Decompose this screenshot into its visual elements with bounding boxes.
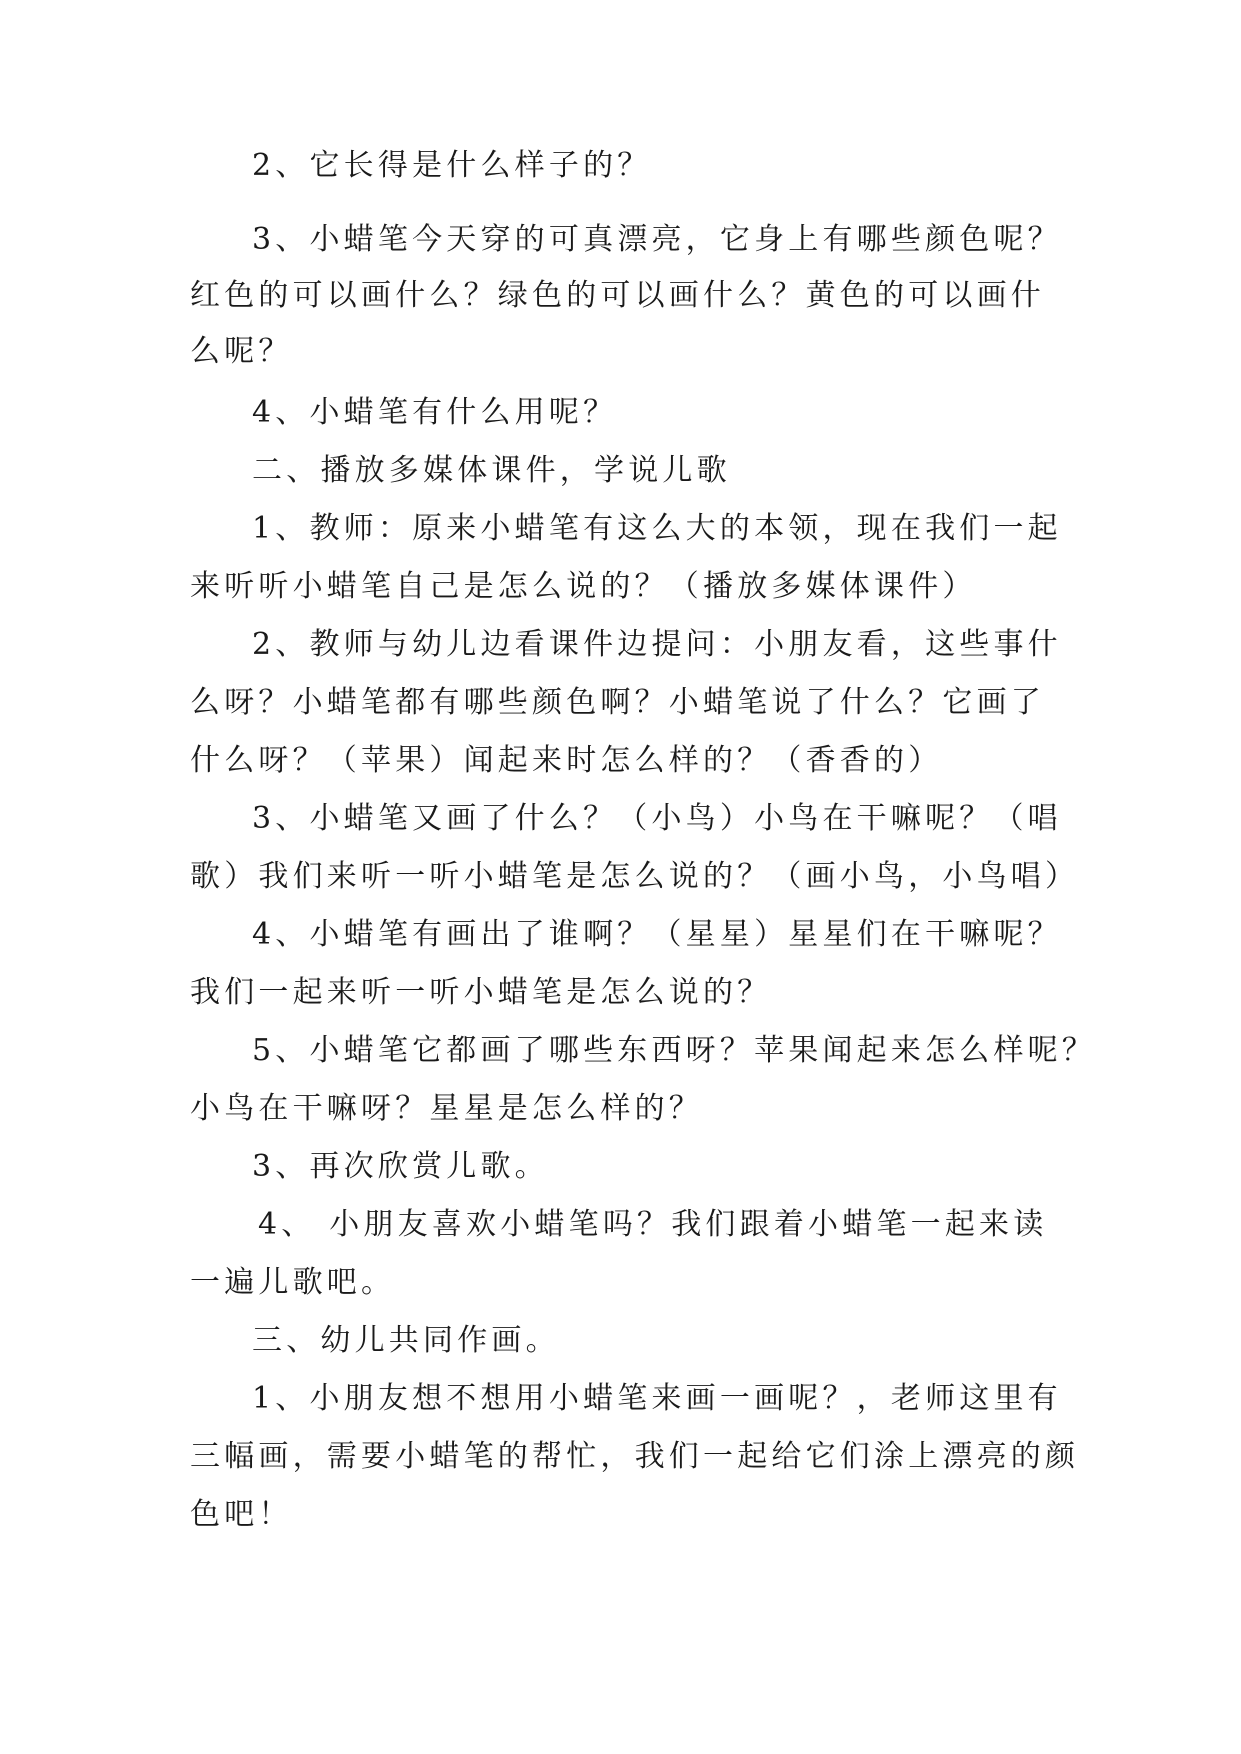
paragraph-line: 三幅画，需要小蜡笔的帮忙，我们一起给它们涂上漂亮的颜 bbox=[190, 1439, 1080, 1474]
paragraph-line: 2、它长得是什么样子的？ bbox=[252, 148, 652, 183]
paragraph-line: 歌）我们来听一听小蜡笔是怎么说的？（画小鸟，小鸟唱） bbox=[190, 859, 1080, 894]
paragraph-line: 4、小蜡笔有什么用呢？ bbox=[252, 395, 618, 430]
paragraph-line: 色吧！ bbox=[190, 1497, 293, 1532]
paragraph-line: 3、再次欣赏儿歌。 bbox=[252, 1149, 549, 1184]
paragraph-line: 什么呀？（苹果）闻起来时怎么样的？（香香的） bbox=[190, 743, 943, 778]
paragraph-line: 3、小蜡笔今天穿的可真漂亮，它身上有哪些颜色呢？ bbox=[252, 222, 1062, 257]
section-heading: 三、幼儿共同作画。 bbox=[252, 1323, 560, 1358]
paragraph-line: 小鸟在干嘛呀？星星是怎么样的？ bbox=[190, 1091, 703, 1126]
paragraph-line: 来听听小蜡笔自己是怎么说的？（播放多媒体课件） bbox=[190, 569, 977, 604]
paragraph-line: 么呀？小蜡笔都有哪些颜色啊？小蜡笔说了什么？它画了 bbox=[190, 685, 1045, 720]
paragraph-line: 4、小蜡笔有画出了谁啊？（星星）星星们在干嘛呢？ bbox=[252, 917, 1062, 952]
paragraph-line: 2、教师与幼儿边看课件边提问：小朋友看，这些事什 bbox=[252, 627, 1062, 662]
paragraph-line: 么呢？ bbox=[190, 334, 293, 369]
paragraph-line: 红色的可以画什么？绿色的可以画什么？黄色的可以画什 bbox=[190, 278, 1045, 313]
paragraph-line: 3、小蜡笔又画了什么？（小鸟）小鸟在干嘛呢？（唱 bbox=[252, 801, 1062, 836]
section-heading: 二、播放多媒体课件，学说儿歌 bbox=[252, 453, 731, 488]
paragraph-line: 4、 小朋友喜欢小蜡笔吗？我们跟着小蜡笔一起来读 bbox=[258, 1207, 1048, 1242]
paragraph-line: 1、小朋友想不想用小蜡笔来画一画呢？，老师这里有 bbox=[252, 1381, 1062, 1416]
paragraph-line: 1、教师：原来小蜡笔有这么大的本领，现在我们一起 bbox=[252, 511, 1062, 546]
paragraph-line: 一遍儿歌吧。 bbox=[190, 1265, 396, 1300]
paragraph-line: 5、小蜡笔它都画了哪些东西呀？苹果闻起来怎么样呢？ bbox=[252, 1033, 1097, 1068]
paragraph-line: 我们一起来听一听小蜡笔是怎么说的？ bbox=[190, 975, 772, 1010]
